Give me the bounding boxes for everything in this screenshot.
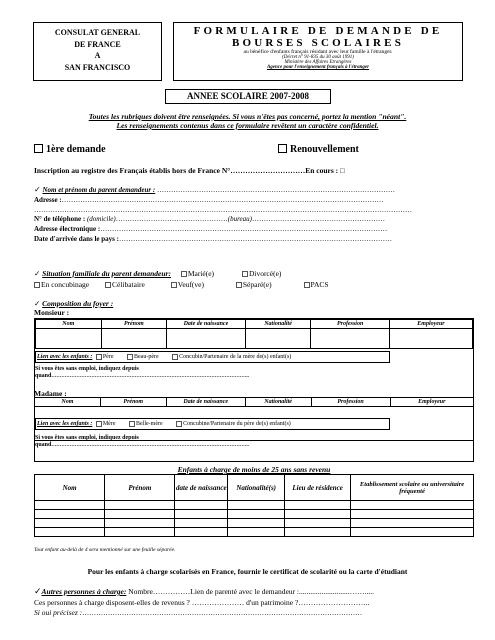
phone-office-label: (bureau) bbox=[227, 215, 252, 224]
registry-line bbox=[34, 166, 345, 175]
other-count-field[interactable]: Nombre……………Lien de parenté avec le demandeur :...........................……..... bbox=[128, 587, 375, 596]
other-details-label: Si oui précisez : bbox=[34, 608, 83, 617]
form-title-line1: FORMULAIRE DE DEMANDE DE bbox=[193, 25, 443, 37]
parent-name-label: Nom et prénom du parent demandeur : bbox=[42, 186, 156, 194]
option-concubinage[interactable] bbox=[34, 280, 89, 289]
table-row[interactable] bbox=[35, 510, 474, 519]
option-label: Divorcé(e) bbox=[248, 269, 282, 278]
checkbox-icon[interactable] bbox=[172, 354, 178, 360]
other-income-field[interactable]: Ces personnes à charge disposent-elles de revenus ? ………………… d'un patrimoine ?……………………….. bbox=[34, 597, 370, 607]
checkbox-icon[interactable] bbox=[181, 271, 187, 277]
consulate-line: DE FRANCE bbox=[74, 39, 121, 49]
checkbox-icon[interactable] bbox=[34, 282, 40, 288]
table-row[interactable] bbox=[35, 528, 474, 537]
unemployed-when: quand bbox=[35, 442, 52, 448]
col-prenom: Prénom bbox=[105, 475, 175, 501]
option-divorced[interactable] bbox=[242, 269, 281, 278]
checkmark-icon: ✓ bbox=[34, 299, 41, 308]
unemployed-field[interactable]: ……………………………………………………………………………………………………….. bbox=[51, 443, 249, 448]
link-stepfather[interactable] bbox=[127, 354, 159, 360]
col-employer: Employeur bbox=[390, 398, 473, 407]
option-label: Belle-mère bbox=[136, 421, 163, 427]
link-mother[interactable] bbox=[96, 421, 116, 427]
col-profession: Profession bbox=[311, 320, 390, 329]
col-birthdate: Date de naissance bbox=[167, 320, 246, 329]
certificate-note: Pour les enfants à charge scolarisés en France, fournir le certificat de scolarité ou la carte d'étudiant bbox=[87, 567, 408, 576]
ministry: Ministère des Affaires Etrangères bbox=[284, 60, 352, 65]
madame-section bbox=[34, 405, 474, 462]
checkbox-icon[interactable] bbox=[127, 354, 133, 360]
renewal-option[interactable] bbox=[278, 144, 359, 155]
household-heading bbox=[34, 299, 113, 317]
unemployed-when: quand bbox=[35, 373, 52, 379]
children-note: Tout enfant au-delà de 4 sera mentionné sur une feuille séparée. bbox=[34, 547, 176, 553]
madame-label: Madame : bbox=[34, 389, 67, 398]
children-table bbox=[34, 474, 474, 537]
arrival-field[interactable]: ……………………………………………………………………………………………………… bbox=[118, 234, 392, 243]
unemployed-f[interactable] bbox=[35, 435, 249, 449]
link-partner-m[interactable] bbox=[172, 354, 291, 360]
first-request-option[interactable] bbox=[34, 144, 106, 155]
checkbox-icon[interactable] bbox=[176, 421, 182, 427]
table-row[interactable] bbox=[35, 501, 474, 510]
unemployed-m[interactable] bbox=[35, 366, 249, 380]
col-nom: Nom bbox=[36, 320, 102, 329]
address-field-2[interactable]: ……………………………………………………………………………………………………………………………………………… bbox=[34, 205, 412, 214]
option-label: Mère bbox=[102, 421, 116, 427]
email-line[interactable] bbox=[34, 225, 464, 235]
option-pacs[interactable] bbox=[304, 280, 329, 289]
phone-home-field[interactable]: ………………………………………… bbox=[115, 215, 228, 224]
family-situation bbox=[34, 268, 474, 290]
phone-office-field[interactable]: ………………………………………………… bbox=[251, 215, 385, 224]
table-row[interactable] bbox=[36, 329, 473, 349]
checkbox-icon[interactable] bbox=[171, 282, 177, 288]
option-label: PACS bbox=[310, 280, 329, 289]
unemployed-label: Si vous êtes sans emploi, indiquez depuis bbox=[35, 435, 139, 441]
monsieur-table bbox=[35, 319, 473, 349]
col-birthdate: Date de naissance bbox=[166, 398, 245, 407]
table-row[interactable] bbox=[35, 519, 474, 528]
col-nationality: Nationalité(s) bbox=[228, 475, 285, 501]
link-label: Lien avec les enfants : bbox=[37, 354, 93, 360]
notice-mandatory: Toutes les rubriques doivent être renseignées. Si vous n'êtes pas concerné, portez la mention "néant". bbox=[88, 112, 407, 121]
option-single[interactable] bbox=[105, 280, 145, 289]
other-dependents bbox=[34, 586, 474, 619]
option-label: Séparé(e) bbox=[242, 280, 272, 289]
family-heading: Situation familiale du parent demandeur: bbox=[42, 269, 171, 278]
address-label: Adresse : bbox=[34, 195, 62, 204]
col-profession: Profession bbox=[311, 398, 390, 407]
form-title-line2: BOURSES SCOLAIRES bbox=[231, 37, 405, 49]
option-label: En concubinage bbox=[41, 280, 90, 289]
unemployed-field[interactable]: ……………………………………………………………………………………………………….. bbox=[51, 374, 249, 379]
option-label: Concubine/Partenaire du père de(s) enfant(s) bbox=[183, 421, 291, 427]
form-subtitle: au bénéfice d'enfants français résidant avec leur famille à l'étranger. bbox=[243, 49, 393, 55]
address-field[interactable]: ………………………………………………………………………………………………………………………… bbox=[61, 195, 384, 204]
col-school: Etablissement scolaire ou universitaire fréquenté bbox=[351, 475, 474, 501]
link-label: Lien avec les enfants : bbox=[37, 421, 93, 427]
col-residence: Lieu de résidence bbox=[285, 475, 351, 501]
link-box-f bbox=[35, 418, 390, 430]
unemployed-label: Si vous êtes sans emploi, indiquez depuis bbox=[35, 366, 139, 372]
parent-name-line[interactable] bbox=[34, 185, 464, 196]
checkmark-icon: ✓ bbox=[34, 269, 41, 278]
table-header-row bbox=[36, 320, 473, 329]
decree: (Décret n° 91-835 du 30 août 1991) bbox=[282, 55, 354, 60]
other-details-field[interactable]: ………………………………………………………………………………………………………… bbox=[82, 609, 363, 617]
checkbox-icon[interactable] bbox=[236, 282, 242, 288]
first-request-label: 1ère demande bbox=[46, 144, 106, 155]
checkbox-icon[interactable] bbox=[129, 421, 135, 427]
option-widowed[interactable] bbox=[171, 280, 204, 289]
monsieur-label: Monsieur : bbox=[34, 308, 70, 317]
option-label: Veuf(ve) bbox=[177, 280, 205, 289]
option-separated[interactable] bbox=[236, 280, 272, 289]
registry-label: Inscription au registre des Français établis hors de France N°…………………………En cours : bbox=[34, 166, 339, 175]
agency: Agence pour l'enseignement français à l'étranger bbox=[266, 65, 370, 70]
other-heading: Autres personnes à charge: bbox=[41, 587, 127, 596]
col-employer: Employeur bbox=[389, 320, 472, 329]
phone-label: N° de téléphone : bbox=[34, 215, 86, 224]
consulate-line: A bbox=[94, 51, 101, 60]
email-label: Adresse électronique : bbox=[34, 225, 101, 234]
checkbox-icon[interactable] bbox=[96, 354, 102, 360]
registry-checkbox[interactable]: □ bbox=[340, 166, 345, 175]
col-birthdate: date de naissance bbox=[175, 475, 228, 501]
title-box bbox=[173, 22, 463, 81]
checkbox-icon[interactable] bbox=[242, 271, 248, 277]
consulate-line: SAN FRANCISCO bbox=[64, 62, 131, 72]
other-line1[interactable] bbox=[34, 586, 474, 598]
option-married[interactable] bbox=[181, 269, 214, 278]
col-nom: Nom bbox=[35, 475, 105, 501]
other-details-line[interactable] bbox=[34, 608, 474, 619]
renewal-label: Renouvellement bbox=[290, 144, 359, 155]
phone-line[interactable] bbox=[34, 215, 464, 225]
col-nationality: Nationalité bbox=[245, 398, 311, 407]
option-label: Célibataire bbox=[111, 280, 145, 289]
consulate-line: CONSULAT GENERAL bbox=[54, 28, 141, 37]
col-nationality: Nationalité bbox=[245, 320, 311, 329]
notice-confidential: Les renseignements contenus dans ce formulaire revêtent un caractère confidentiel. bbox=[116, 121, 379, 130]
household-title: Composition du foyer : bbox=[42, 299, 114, 308]
col-prenom: Prénom bbox=[100, 398, 166, 407]
checkbox-icon[interactable] bbox=[96, 421, 102, 427]
option-label: Beau-père bbox=[134, 354, 159, 360]
link-box-m bbox=[35, 351, 390, 363]
option-label: Père bbox=[102, 354, 114, 360]
arrival-line[interactable] bbox=[34, 235, 464, 245]
address-line[interactable] bbox=[34, 196, 464, 206]
arrival-label: Date d'arrivée dans le pays : bbox=[34, 234, 119, 243]
option-label: Marié(e) bbox=[187, 269, 215, 278]
email-field[interactable]: …………………………………………………………………………………………………………… bbox=[100, 225, 388, 234]
col-nom: Nom bbox=[35, 398, 101, 407]
option-label: Concubin/Partenaire de la mère de(s) enfant(s) bbox=[179, 354, 292, 360]
checkbox-icon[interactable] bbox=[304, 282, 310, 288]
table-header-row bbox=[35, 475, 474, 501]
school-year-box: ANNEE SCOLAIRE 2007-2008 bbox=[165, 89, 331, 104]
children-heading: Enfants à charge de moins de 25 ans sans revenu bbox=[177, 465, 331, 474]
checkbox-icon[interactable] bbox=[278, 144, 287, 153]
consulate-box bbox=[33, 22, 162, 81]
checkbox-icon[interactable] bbox=[34, 144, 43, 153]
checkbox-icon[interactable] bbox=[105, 282, 111, 288]
parent-name-field[interactable]: ………………………………………………………………………………………… bbox=[157, 186, 395, 194]
parent-block bbox=[34, 185, 464, 245]
col-prenom: Prénom bbox=[101, 320, 167, 329]
link-partner-f[interactable] bbox=[176, 421, 291, 427]
link-father[interactable] bbox=[96, 354, 114, 360]
checkmark-icon: ✓ bbox=[34, 586, 42, 596]
checkmark-icon: ✓ bbox=[34, 185, 41, 194]
link-stepmother[interactable] bbox=[129, 421, 163, 427]
phone-home-label: (domicile) bbox=[86, 215, 116, 224]
